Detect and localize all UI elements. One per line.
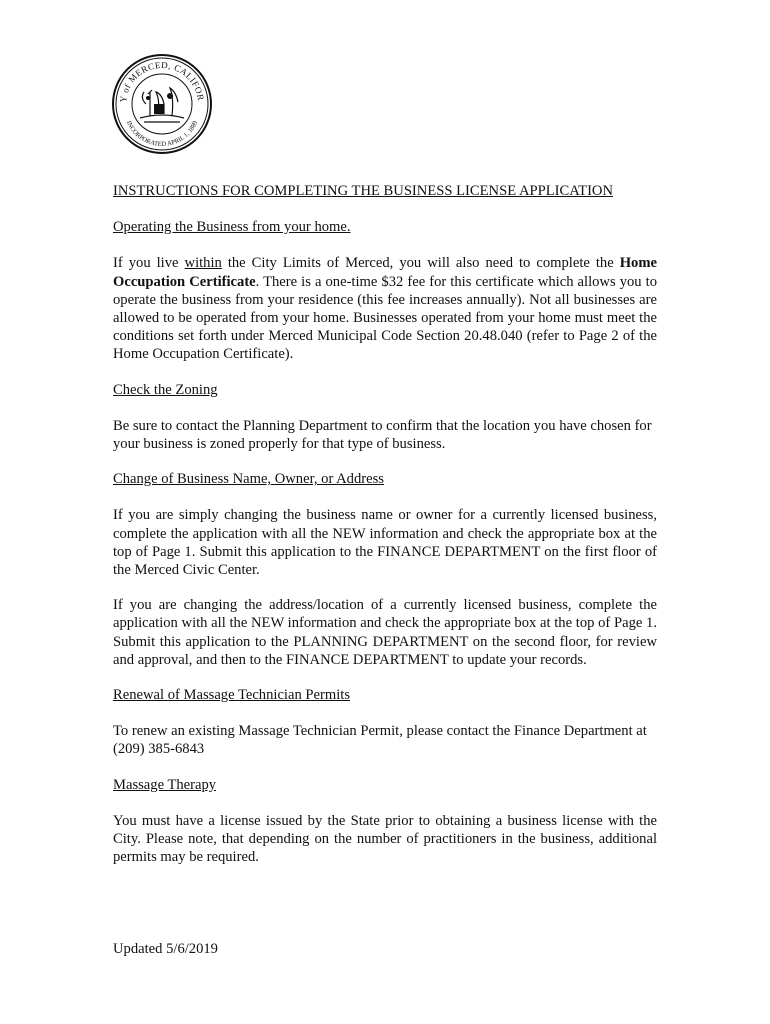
section-massage-paragraph: You must have a license issued by the State prior to obtaining a business license with the City. Please note, that depending on the number of practitioners in the business, additional permits may be required. [113, 812, 657, 866]
section-zoning-paragraph: Be sure to contact the Planning Department to confirm that the location you have chosen for your business is zoned properly for that type of business. [113, 417, 652, 453]
section-heading-renewal: Renewal of Massage Technician Permits [113, 687, 351, 704]
city-seal [110, 52, 214, 156]
updated-date: Updated 5/6/2019 [113, 941, 218, 957]
section-change-paragraph-1: If you are simply changing the business name or owner for a currently licensed business, complete the application with all the NEW information and check the appropriate box at the top of Page 1. Submit this application to the FINANCE DEPARTMENT on the first floor of the Merced Civic Center. [113, 507, 657, 579]
city-seal-graphic [110, 52, 214, 156]
page-title: INSTRUCTIONS FOR COMPLETING THE BUSINESS LICENSE APPLICATION [113, 183, 614, 199]
section-change-paragraph-2: If you are changing the address/location of a currently licensed business, complete the application with all the NEW information and check the appropriate box at the top of Page 1. Submit this application to the PLANNING DEPARTMENT on the second floor, for review and approval, and then to the FINANCE DEPARTMENT to update your records. [113, 597, 657, 668]
seal-top-text: Y of MERCED, CALIFOR [117, 59, 206, 103]
section-heading-massage: Massage Therapy [113, 776, 217, 793]
section-heading-change: Change of Business Name, Owner, or Address [113, 471, 384, 488]
section-home-paragraph [113, 254, 657, 363]
home-occupation-certificate: Home Occupation Certificate [113, 255, 657, 290]
home-text-c: . There is a one-time $32 fee for this certificate which allows you to operate the business from your residence (this fee increases annually). Not all businesses are allowed to be operated from your home. Businesses operated from your home must meet the conditions set forth under Merced Municipal Code Section 20.48.040 (refer to Page 2 of the Home Occupation Certificate). [113, 273, 657, 363]
home-text-within: within [184, 255, 222, 272]
section-heading-home: Operating the Business from your home. [113, 219, 351, 236]
document-body [113, 182, 657, 883]
section-heading-zoning: Check the Zoning [113, 381, 218, 398]
home-text-b: the City Limits of Merced, you will also need to complete the [221, 255, 620, 272]
seal-bottom-text: INCORPORATED APRIL 1, 1889 [124, 119, 200, 149]
section-renewal-paragraph: To renew an existing Massage Technician Permit, please contact the Finance Department at (209) 385-6843 [113, 723, 647, 758]
home-text-a: If you live [113, 255, 185, 272]
